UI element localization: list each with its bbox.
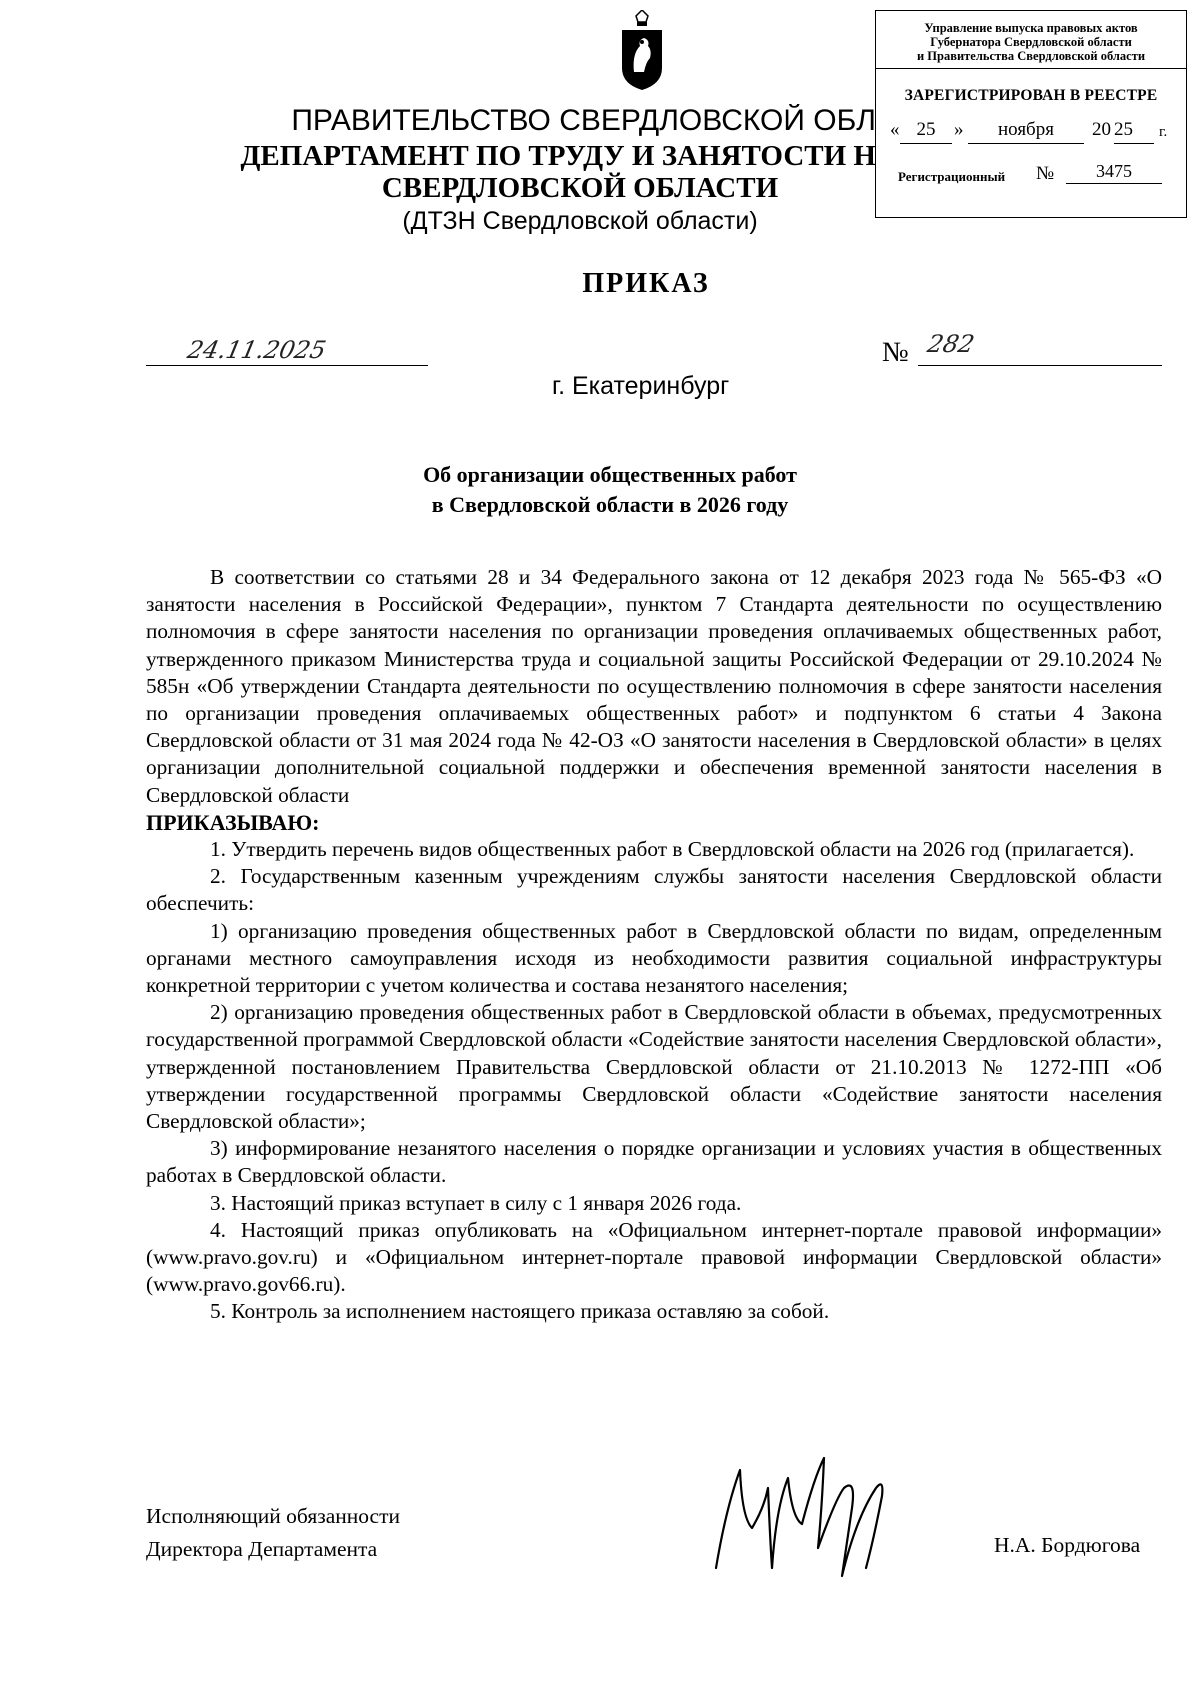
registry-stamp [875,10,1187,218]
date-underline [146,365,428,366]
number-underline [918,365,1162,366]
header-region: СВЕРДЛОВСКОЙ ОБЛАСТИ [381,172,779,204]
paragraph-2-2: 2) организацию проведения общественных работ в Свердловской области в объемах, предусмотренных государственной программой Свердловской области «Содействие занятости населения Свердловской области», утвержденной постановлением Правительства Свердловской области от 21.10.2013 № 1272-ПП «Об утверждении государственной программы Свердловской области «Содействие занятости населения Свердловской области»; [146,1000,1162,1134]
paragraph-5: 5. Контроль за исполнением настоящего приказа оставляю за собой. [210,1299,830,1324]
paragraph-3: 3. Настоящий приказ вступает в силу с 1 января 2026 года. [210,1190,742,1215]
header-department: ДЕПАРТАМЕНТ ПО ТРУДУ И ЗАНЯТОСТИ Н [240,140,876,172]
document-body [146,564,1162,1326]
header-abbreviation: (ДТЗН Свердловской области) [402,207,758,235]
orders-word: ПРИКАЗЫВАЮ: [146,809,320,835]
document-date-handwritten: 24.11.2025 [185,336,329,364]
handwritten-signature [706,1448,906,1588]
registry-stamp-header: Управление выпуска правовых актов Губернатора Свердловской области и Правительства Свердловской области [876,11,1186,69]
paragraph-2: 2. Государственным казенным учреждениям службы занятости населения Свердловской области обеспечить: [146,864,1162,916]
header-government: ПРАВИТЕЛЬСТВО СВЕРДЛОВСКОЙ ОБЛ [291,104,876,137]
document-type: ПРИКАЗ [582,268,710,299]
registry-status: ЗАРЕГИСТРИРОВАН В РЕЕСТРЕ [904,87,1158,104]
preamble: В соответствии со статьями 28 и 34 Федерального закона от 12 декабря 2023 года № 565-ФЗ «О занятости населения в Российской Федерации», пунктом 7 Стандарта деятельности по осуществлению полномочия в сфере занятости населения по организации проведения оплачиваемых общественных работ, утвержденного приказом Министерства труда и социальной защиты Российской Федерации от 29.10.2024 № 585н «Об утверждении Стандарта деятельности по осуществлению полномочия в сфере занятости населения по организации проведения оплачиваемых общественных работ» и подпунктом 6 статьи 4 Закона Свердловской области от 31 мая 2024 года № 42-ОЗ «О занятости населения в Свердловской области» в целях организации дополнительной социальной поддержки и обеспечения временной занятости населения в Свердловской области [146,565,1162,807]
paragraph-1: 1. Утвердить перечень видов общественных работ в Свердловской области на 2026 год (прилагается). [210,837,1135,862]
coat-of-arms-icon [620,10,664,90]
signatory-position: Исполняющий обязанности Директора Департамента [146,1504,400,1561]
signatory-name: Н.А. Бордюгова [994,1533,1141,1557]
document-subject: Об организации общественных работ в Свердловской области в 2026 году [423,462,797,517]
paragraph-2-1: 1) организацию проведения общественных работ в Свердловской области по видам, определенным органами местного самоуправления исходя из необходимости развития социальной инфраструктуры конкретной территории с учетом количества и состава незанятого населения; [146,918,1162,998]
paragraph-2-3: 3) информирование незанятого населения о порядке организации и условиях участия в общественных работах в Свердловской области. [146,1136,1162,1188]
paragraph-4: 4. Настоящий приказ опубликовать на «Официальном интернет-портале правовой информации» (www.pravo.gov.ru) и «Официальном интернет-портале правовой информации Свердловской области» (www.pravo.gov66.ru). [146,1217,1162,1297]
document-city: г. Екатеринбург [552,372,730,400]
registry-number: Регистрационный № 3475 [876,161,1186,191]
number-sign: № [882,337,909,368]
registry-date: « 25 » ноября 20 25 г. [876,119,1186,149]
document-number-handwritten: 282 [925,330,977,358]
